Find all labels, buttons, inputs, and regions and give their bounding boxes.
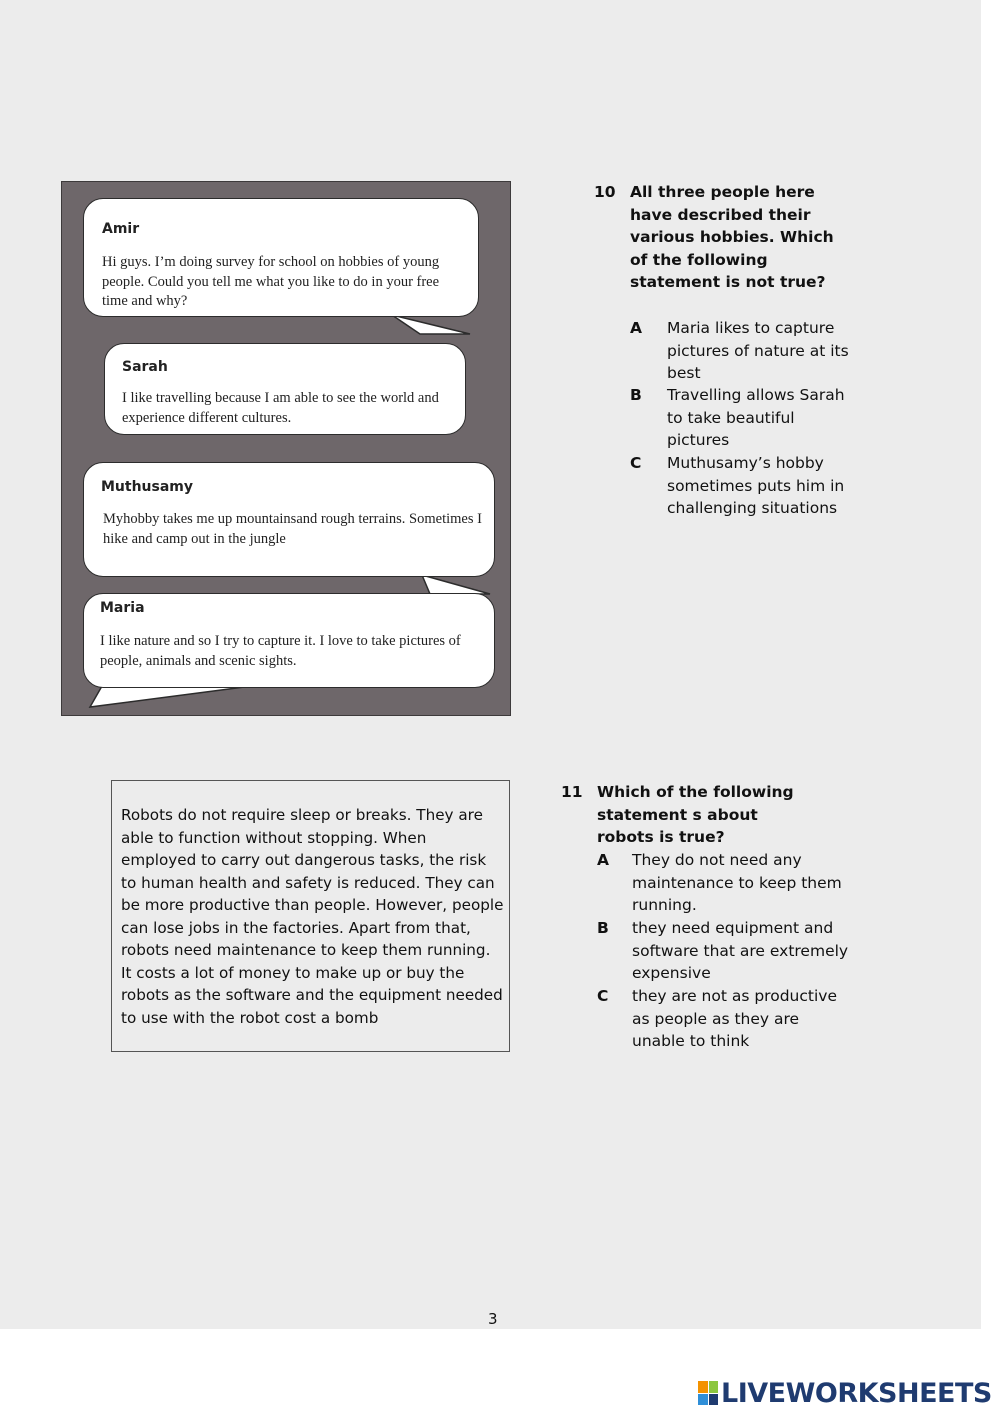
speaker-name: Sarah — [122, 359, 168, 375]
option-letter: A — [630, 319, 642, 337]
robots-passage — [111, 780, 510, 1052]
chat-illustration — [61, 181, 511, 716]
option-a[interactable] — [630, 317, 860, 383]
logo-square-i — [709, 1381, 719, 1393]
speaker-name: Muthusamy — [101, 479, 194, 495]
option-text: they are not as productive as people as they are unable to think — [632, 987, 837, 1050]
option-b[interactable] — [630, 384, 860, 450]
question-text: Which of the following statement s about robots is true? — [597, 783, 794, 846]
option-text: Maria likes to capture pictures of nature at its best — [667, 319, 849, 382]
logo-text: LIVEWORKSHEETS — [721, 1377, 992, 1409]
speaker-name: Amir — [102, 221, 140, 237]
logo-mark-icon — [698, 1381, 718, 1405]
option-a[interactable] — [597, 849, 859, 915]
question-11 — [561, 781, 861, 1056]
page-edge — [981, 0, 1000, 1329]
logo-square-l — [698, 1381, 708, 1393]
option-letter: C — [597, 987, 609, 1005]
option-text: They do not need any maintenance to keep them running. — [632, 851, 842, 914]
sarah-bubble — [104, 343, 466, 435]
amir-bubble-tail — [392, 315, 470, 334]
page-number: 3 — [488, 1310, 498, 1328]
maria-bubble — [83, 593, 495, 688]
option-c[interactable] — [597, 985, 859, 1051]
option-b[interactable] — [597, 917, 859, 983]
option-c[interactable] — [630, 452, 860, 518]
option-letter: B — [597, 919, 609, 937]
speaker-message: Myhobby takes me up mountainsand rough terrains. Sometimes I hike and camp out in the jungle — [103, 511, 482, 547]
logo-square-v — [698, 1394, 708, 1406]
muthusamy-bubble — [83, 462, 495, 577]
speaker-name: Maria — [100, 600, 145, 616]
liveworksheets-logo[interactable] — [698, 1376, 992, 1410]
question-number: 11 — [561, 783, 583, 801]
option-letter: C — [630, 454, 642, 472]
option-text: Muthusamy’s hobby sometimes puts him in challenging situations — [667, 454, 845, 517]
maria-bubble-tail — [90, 686, 252, 707]
option-text: Travelling allows Sarah to take beautiful pictures — [667, 386, 845, 449]
option-text: they need equipment and software that are extremely expensive — [632, 919, 849, 982]
amir-bubble — [83, 198, 479, 317]
logo-square-e — [709, 1394, 719, 1406]
muthusamy-bubble-tail — [422, 575, 490, 594]
speaker-message: I like travelling because I am able to see the world and experience different cultures. — [122, 390, 439, 426]
question-text: All three people here have described their various hobbies. Which of the following statement is not true? — [630, 183, 834, 291]
passage-text: Robots do not require sleep or breaks. They are able to function without stopping. When employed to carry out dangerous tasks, the risk to human health and safety is reduced. They can be more productive than people. However, people can lose jobs in the factories. Apart from that, robots need maintenance to keep them running. It costs a lot of money to make up or buy the robots as the software and the equipment needed to use with the robot cost a bomb — [121, 806, 504, 1027]
question-10 — [594, 181, 864, 521]
option-letter: B — [630, 386, 642, 404]
question-number: 10 — [594, 183, 616, 201]
option-letter: A — [597, 851, 609, 869]
speaker-message: I like nature and so I try to capture it. I love to take pictures of people, animals and scenic sights. — [100, 633, 461, 669]
speaker-message: Hi guys. I’m doing survey for school on hobbies of young people. Could you tell me what you like to do in your free time and why? — [102, 254, 440, 309]
